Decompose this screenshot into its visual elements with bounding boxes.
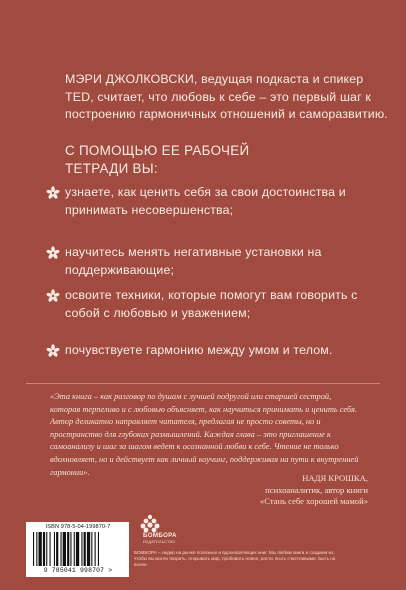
barcode-number: 9 785041 998707 > bbox=[43, 567, 113, 574]
publisher-blurb: БОМБОРА – лидер на рынке полезных и вдохновляющих книг. Мы любим книги и создаем их, чтобы вы могли творить, открывать мир, пробовать новое, расти. Быть счастливыми. Быть на волне. bbox=[134, 550, 336, 568]
flower-bullet-icon bbox=[46, 344, 60, 358]
flower-bullet-icon bbox=[46, 289, 60, 303]
list-item-text: научитесь менять негативные установки на поддерживающие; bbox=[65, 245, 322, 277]
author-name: НАДЯ КРОШКА, bbox=[302, 473, 368, 483]
review-quote: «Эта книга – как разговор по душам с лучшей подругой или старшей сестрой, которая терпеливо и с любовью объясняет, как научиться принимать и ценить себя. Автор деликатно направляет читателя, предлагая не просто советы, но и пространство для глубоких размышлений. Каждая глава – это приглашение к самоанализу и шаг за шагом ведет к осознанной любви к себе. Чтение не только вдохновляет, но и действует как личный коучинг, поддерживая на пути к внутренней гармонии». bbox=[50, 392, 359, 477]
barcode-bars bbox=[33, 532, 123, 566]
list-item-text: освоите техники, которые помогут вам говорить с собой с любовью и уважением; bbox=[65, 288, 358, 320]
publisher-subtitle: ИЗДАТЕЛЬСТВО bbox=[143, 540, 176, 544]
list-item-text: почувствуете гармонию между умом и телом. bbox=[65, 343, 333, 357]
intro-text: МЭРИ ДЖОЛКОВСКИ, ведущая подкаста и спикер TED, считает, что любовь к себе – это первый шаг к построению гармоничных отношений и саморазвитию. bbox=[65, 72, 388, 121]
author-book: «Стань себе хорошей мамой» bbox=[259, 496, 368, 507]
isbn-text: ISBN 978-5-04-199870-7 bbox=[45, 524, 111, 530]
divider bbox=[26, 383, 380, 384]
flower-bullet-icon bbox=[46, 186, 60, 200]
list-item-text: узнаете, как ценить себя за свои достоинства и принимать несовершенства; bbox=[65, 185, 346, 217]
section-heading: С ПОМОЩЬЮ ЕЕ РАБОЧЕЙ ТЕТРАДИ ВЫ: bbox=[65, 143, 250, 176]
flower-bullet-icon bbox=[46, 246, 60, 260]
barcode bbox=[26, 522, 129, 577]
review-author bbox=[190, 473, 368, 508]
author-role: психоаналитик, автор книги bbox=[265, 484, 368, 495]
publisher-name: БОМБОРА bbox=[143, 532, 177, 539]
